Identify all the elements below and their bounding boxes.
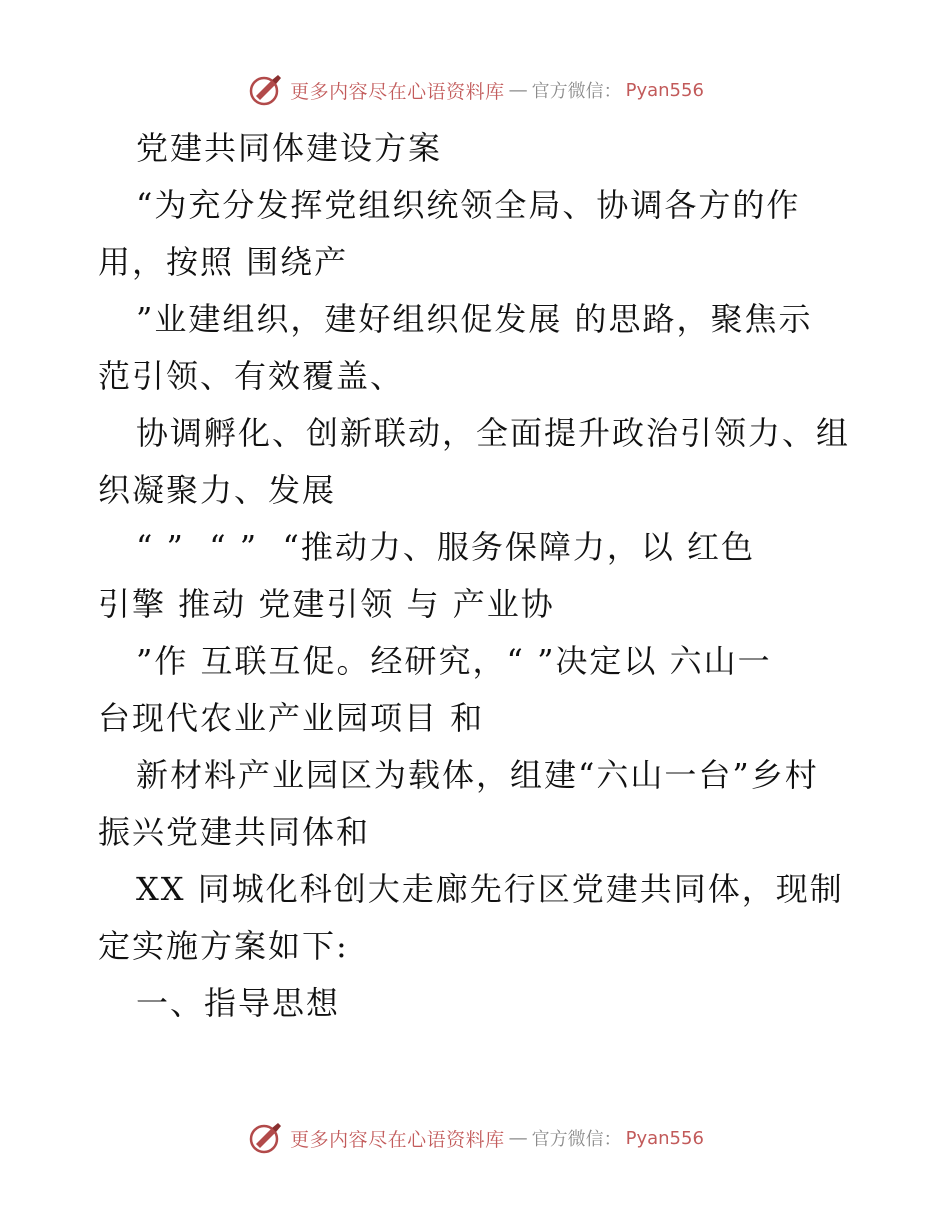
text-line: “ ” “ ” “推动力、服务保障力，以 红色 (136, 528, 756, 566)
pen-logo-icon (246, 1120, 286, 1156)
watermark-separator: — (508, 1127, 528, 1149)
text-line: 用，按照 围绕产 (98, 243, 349, 281)
document-body (98, 120, 858, 1032)
text-line: 协调孵化、创新联动，全面提升政治引领力、组 (136, 414, 851, 452)
watermark-text: 更多内容尽在心语资料库 (290, 1128, 505, 1151)
text-line: ”业建组织，建好组织促发展 的思路，聚焦示 (136, 300, 813, 338)
text-line: ”作 互联互促。经研究，“ ”决定以 六山一 (136, 642, 772, 680)
watermark-label: 官方微信： (531, 1129, 622, 1150)
watermark-id: Pyan556 (625, 79, 704, 101)
header-watermark (0, 70, 950, 110)
text-line: 一、指导思想 (136, 984, 341, 1022)
pen-logo-icon (246, 72, 286, 108)
watermark-text: 更多内容尽在心语资料库 (290, 80, 505, 103)
text-line: “为充分发挥党组织统领全局、协调各方的作 (136, 186, 801, 224)
text-line: 振兴党建共同体和 (98, 813, 371, 851)
watermark-label: 官方微信： (531, 81, 622, 102)
text-line: 织凝聚力、发展 (98, 471, 337, 509)
footer-watermark (0, 1118, 950, 1158)
text-line: XX 同城化科创大走廊先行区党建共同体，现制 (136, 870, 844, 908)
watermark-separator: — (508, 79, 528, 101)
text-line: 范引领、有效覆盖、 (98, 357, 405, 395)
watermark-id: Pyan556 (625, 1127, 704, 1149)
text-line: 台现代农业产业园项目 和 (98, 699, 485, 737)
text-line: 定实施方案如下: (98, 927, 349, 965)
text-line: 引擎 推动 党建引领 与 产业协 (98, 585, 555, 623)
text-line: 新材料产业园区为载体，组建“六山一台”乡村 (136, 756, 819, 794)
text-line: 党建共同体建设方案 (136, 129, 443, 167)
